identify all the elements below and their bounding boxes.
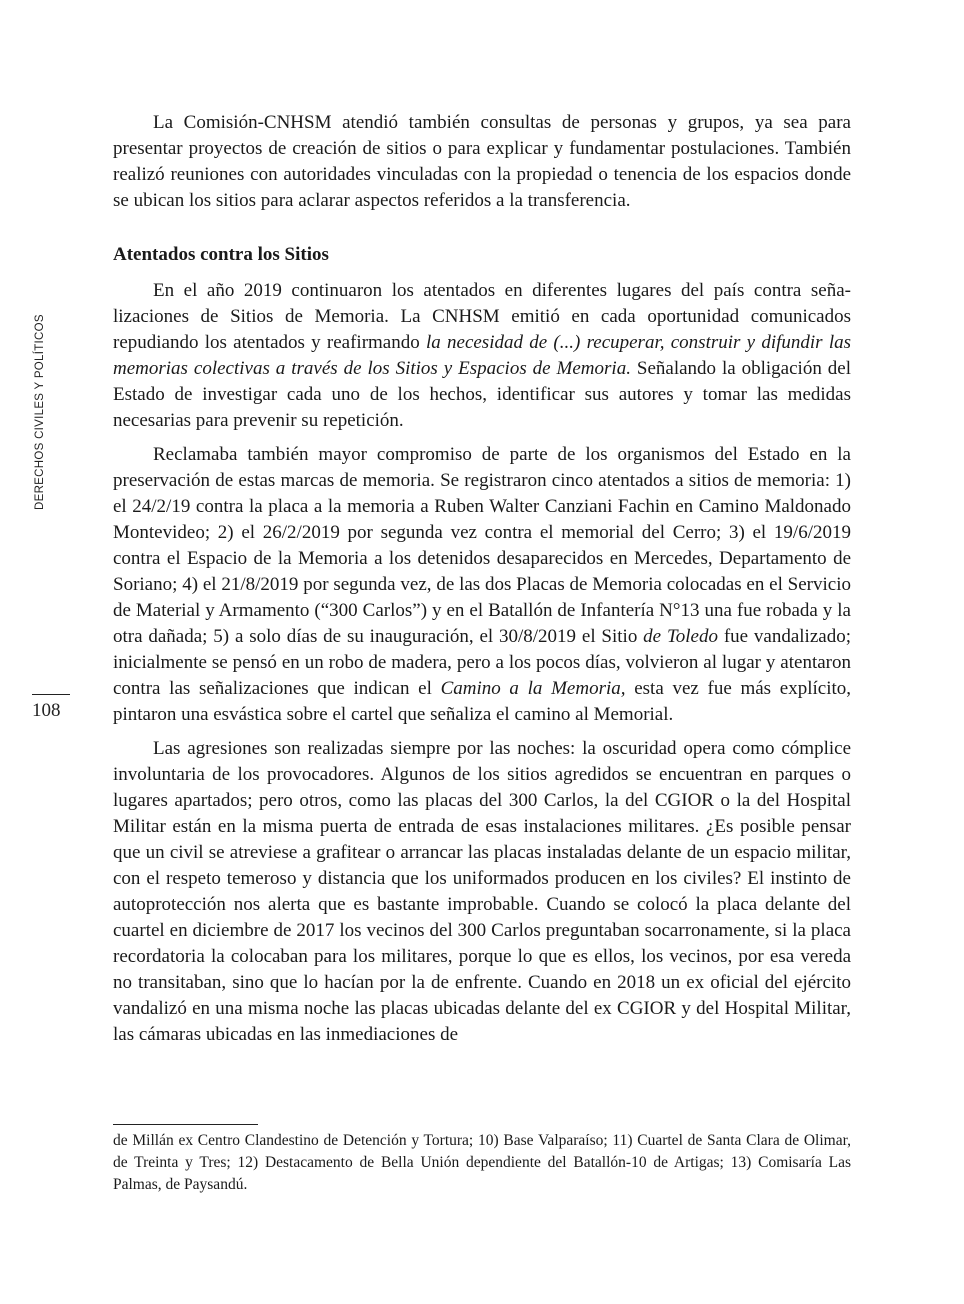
page-number: 108 bbox=[32, 700, 61, 721]
page-number-rule bbox=[32, 694, 70, 695]
italic-quote: la necesidad de (...) recuperar, construir y difundir las memorias colectivas a través de los Sitios y Espacios de Memoria. bbox=[113, 332, 851, 379]
paragraph-atentados-2019 bbox=[113, 278, 851, 434]
paragraph-consultas: La Comisión-CNHSM atendió también consultas de personas y grupos, ya sea para presentar proyectos de creación de sitios o para explicar y fundamentar postulaciones. También realizó reuniones con autoridades vinculadas con la propiedad o tenencia de los espacios donde se ubican los sitios para aclarar aspectos referidos a la transferencia. bbox=[113, 112, 851, 211]
footnote: de Millán ex Centro Clandestino de Detención y Tortura; 10) Base Valparaíso; 11) Cuartel de Santa Clara de Olimar, de Treinta y Tres; 12) Destacamento de Bella Unión dependiente del Batallón-10 de Artigas; 13) Comisaría Las Palmas, de Paysandú. bbox=[113, 1132, 851, 1193]
paragraph-text: esta vez fue más explícito, pintaron una esvástica sobre el cartel que señaliza el camino al Memorial. bbox=[113, 678, 852, 725]
paragraph-text: Reclamaba también mayor compromiso de parte de los organismos del Estado en la preservación de estas marcas de memoria. Se registraron cinco atentados a sitios de memoria: 1) el 24/2/19 contra la placa a la memoria a Ruben Walter Canziani Fachin en Camino Maldonado Montevideo; 2) el 26/2/2019 por segunda vez contra el memorial del Cerro; 3) el 19/6/2019 contra el Espacio de la Memoria a los detenidos desaparecidos en Mercedes, Departamento de Soriano; 4) el 21/8/2019 por segunda vez, de las dos Placas de Memoria colocadas en el Servicio de Material y Armamento (“300 Carlos”) y en el Batallón de Infantería N°13 una fue robada y la otra dañada; 5) a solo días de su inauguración, el 30/8/2019 el Sitio bbox=[113, 444, 851, 647]
body-text bbox=[113, 110, 851, 1056]
paragraph-text: fue vandalizado; inicialmente se pensó en un robo de madera, pero a los pocos días, volvieron al lugar y atentaron contra las señalizaciones que indican el bbox=[113, 626, 851, 699]
running-side-header: DERECHOS CIVILES Y POLÍTICOS bbox=[34, 314, 46, 510]
italic-site-name: de Toledo bbox=[643, 626, 718, 647]
section-heading: Atentados contra los Sitios bbox=[113, 244, 329, 265]
footnote-rule bbox=[113, 1124, 258, 1125]
paragraph-text: Señalando la obligación del Estado de investigar cada uno de los hechos, identificar sus autores y tomar las medidas necesarias para prevenir su repetición. bbox=[113, 358, 851, 431]
italic-sign-name: Camino a la Memoria, bbox=[440, 678, 626, 699]
paragraph-cinco-atentados bbox=[113, 442, 851, 728]
paragraph-agresiones: Las agresiones son realizadas siempre por las noches: la oscuridad opera como cómplice involuntaria de los provocadores. Algunos de los sitios agredidos se encuentran en parques o lugares apartados; pero otros, como las placas del 300 Carlos, la del CGIOR o la del Hospital Militar están en la misma puerta de entrada de esas instalaciones militares. ¿Es posible pensar que un civil se atreviese a grafitear o arrancar las placas instaladas delante de un espacio militar, con el respeto temeroso y distancia que los uniformados producen en los civiles? El instinto de autoprotección nos alerta que es bastante improbable. Cuando se colocó la placa delante del cuartel en diciembre de 2017 los vecinos del 300 Carlos preguntaban socarronamente, si la placa recordatoria la colocaban para los militares, porque lo que es ellos, los vecinos, por esa vereda no transitaban, sino que lo hacían por la de enfrente. Cuando en 2018 un ex oficial del ejército vandalizó en una misma noche las placas ubicadas delante del ex CGIOR y del Hospital Militar, las cámaras ubicadas en las inmediaciones de bbox=[113, 738, 851, 1045]
paragraph-text: En el año 2019 continuaron los atentados en diferentes lugares del país contra señalizaciones de Sitios de Memoria. La CNHSM emitió en cada oportunidad comunicados repudiando los atentados y reafirmando bbox=[113, 280, 851, 353]
